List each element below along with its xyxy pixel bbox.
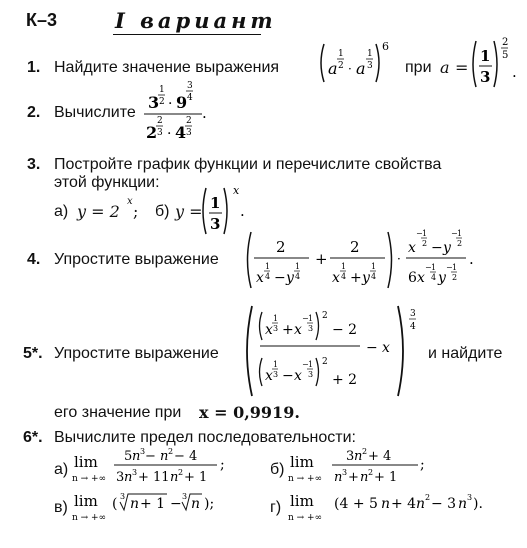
svg-text:5: 5 bbox=[502, 50, 509, 61]
task-5-text: Упростите выражение bbox=[54, 345, 219, 362]
svg-text:(4 + 5: (4 + 5 bbox=[334, 496, 378, 512]
svg-text:n → +∞: n → +∞ bbox=[72, 474, 107, 484]
svg-text:2: 2 bbox=[322, 311, 328, 321]
task-6v-limit bbox=[72, 488, 242, 532]
svg-text:·: · bbox=[167, 126, 172, 142]
task-6b-limit bbox=[288, 445, 428, 493]
svg-text:2: 2 bbox=[178, 468, 184, 477]
task-3-b-fraction-graphic bbox=[200, 184, 250, 238]
svg-text:x: x bbox=[294, 322, 302, 338]
svg-text:4: 4 bbox=[295, 272, 301, 281]
svg-text:3: 3 bbox=[273, 370, 279, 379]
svg-text:1: 1 bbox=[210, 194, 221, 212]
task-4-text: Упростите выражение bbox=[54, 251, 219, 268]
svg-text:3: 3 bbox=[308, 370, 314, 379]
svg-text:a: a bbox=[356, 59, 366, 78]
svg-text:).: ). bbox=[473, 496, 483, 512]
task-5-expression bbox=[242, 304, 422, 402]
task-1-text: Найдите значение выражения bbox=[54, 59, 280, 76]
task-4-expression bbox=[244, 228, 484, 296]
svg-text:2: 2 bbox=[422, 239, 428, 248]
task-2-number: 2. bbox=[27, 104, 41, 121]
svg-text:−: − bbox=[302, 360, 309, 369]
task-5-x-value: x = 0,9919. bbox=[199, 403, 300, 422]
svg-text:.: . bbox=[512, 63, 517, 81]
svg-text:−: − bbox=[302, 314, 309, 323]
task-6a-label: а) bbox=[54, 461, 69, 478]
task-1-expression bbox=[318, 40, 400, 84]
svg-text:−: − bbox=[366, 340, 378, 356]
svg-text:6: 6 bbox=[382, 40, 389, 53]
svg-text:2: 2 bbox=[425, 493, 431, 502]
svg-text:3: 3 bbox=[182, 492, 188, 501]
task-1-a-value-graphic bbox=[470, 33, 524, 91]
svg-text:3: 3 bbox=[467, 493, 473, 502]
task-6g-limit-graphic bbox=[288, 488, 508, 528]
svg-text:2: 2 bbox=[362, 447, 368, 456]
task-6-text: Вычислите предел последовательности: bbox=[54, 429, 356, 446]
svg-text:2: 2 bbox=[502, 37, 509, 48]
svg-text:1: 1 bbox=[457, 229, 463, 238]
svg-text:4: 4 bbox=[341, 272, 347, 281]
svg-text:n: n bbox=[354, 449, 363, 464]
variant-underline bbox=[113, 34, 261, 35]
task-3-line1: Постройте график функции и перечислите свойства bbox=[54, 156, 442, 173]
svg-text:x: x bbox=[382, 340, 390, 356]
svg-text:n → +∞: n → +∞ bbox=[288, 474, 323, 484]
svg-text:3: 3 bbox=[140, 447, 146, 456]
svg-text:3: 3 bbox=[410, 309, 416, 319]
task-5-number: 5*. bbox=[23, 345, 43, 362]
svg-text:+: + bbox=[350, 270, 362, 286]
svg-text:+ 2: + 2 bbox=[332, 372, 358, 388]
task-1-a-value bbox=[470, 33, 524, 95]
task-3-b-expr: y = bbox=[175, 202, 203, 221]
task-3-line2: этой функции: bbox=[54, 174, 160, 191]
svg-text:n → +∞: n → +∞ bbox=[72, 513, 107, 523]
task-3-number: 3. bbox=[27, 156, 41, 173]
svg-text:3: 3 bbox=[187, 81, 193, 91]
svg-text:−: − bbox=[425, 263, 432, 272]
svg-text:3: 3 bbox=[273, 324, 279, 333]
svg-text:n: n bbox=[124, 470, 133, 485]
svg-text:y: y bbox=[362, 270, 370, 286]
svg-text:x: x bbox=[256, 270, 264, 286]
task-3-a-expr: y = 2 bbox=[77, 202, 120, 221]
svg-text:6: 6 bbox=[408, 270, 417, 286]
svg-text:−: − bbox=[282, 368, 294, 384]
task-6g-limit bbox=[288, 488, 508, 532]
svg-text:1: 1 bbox=[273, 360, 279, 369]
task-5-text2: и найдите bbox=[428, 345, 503, 362]
variant-title: I вариант bbox=[115, 8, 277, 33]
svg-text:2: 2 bbox=[146, 123, 158, 142]
svg-text:2: 2 bbox=[322, 357, 328, 367]
svg-text:.: . bbox=[240, 202, 245, 220]
svg-text:4: 4 bbox=[410, 322, 416, 332]
svg-text:9: 9 bbox=[176, 93, 188, 112]
task-6-number: 6*. bbox=[23, 429, 43, 446]
svg-text:1: 1 bbox=[480, 47, 491, 65]
svg-text:−: − bbox=[431, 240, 443, 256]
svg-text:3: 3 bbox=[367, 61, 373, 71]
svg-text:n: n bbox=[132, 449, 141, 464]
task-6b-limit-graphic bbox=[288, 445, 428, 489]
svg-text:x: x bbox=[233, 184, 240, 197]
svg-text:− 4: − 4 bbox=[174, 449, 198, 464]
svg-text:y: y bbox=[286, 270, 294, 286]
svg-text:+ 1: + 1 bbox=[184, 470, 208, 485]
svg-text:n: n bbox=[360, 470, 369, 485]
svg-text:3: 3 bbox=[342, 468, 348, 477]
svg-text:·: · bbox=[168, 96, 173, 112]
task-5-line2: его значение при bbox=[54, 404, 182, 421]
task-3-a-exponent: x bbox=[127, 196, 133, 207]
svg-text:3: 3 bbox=[346, 449, 355, 464]
svg-text:+ 1: + 1 bbox=[374, 470, 398, 485]
svg-text:(: ( bbox=[112, 496, 118, 512]
svg-text:4: 4 bbox=[431, 273, 437, 282]
svg-text:+ 11: + 11 bbox=[138, 470, 170, 485]
svg-text:2: 2 bbox=[168, 447, 174, 456]
task-3-b-fraction bbox=[200, 184, 250, 242]
task-3-b-label: б) bbox=[155, 203, 170, 220]
svg-text:+ 1: + 1 bbox=[140, 496, 166, 512]
svg-text:2: 2 bbox=[338, 61, 344, 71]
svg-text:n: n bbox=[381, 496, 391, 512]
svg-text:y: y bbox=[438, 270, 446, 286]
task-1-a-var: a bbox=[440, 58, 450, 77]
task-2-text: Вычислите bbox=[54, 104, 136, 121]
svg-text:+ 4: + 4 bbox=[368, 449, 392, 464]
task-1-eq: = bbox=[455, 58, 469, 77]
task-5-formula-graphic bbox=[242, 304, 422, 398]
svg-text:x: x bbox=[408, 240, 416, 256]
svg-text:lim: lim bbox=[74, 492, 98, 510]
svg-text:2: 2 bbox=[368, 468, 374, 477]
svg-text:3: 3 bbox=[157, 128, 163, 138]
svg-text:− 2: − 2 bbox=[332, 322, 358, 338]
svg-text:1: 1 bbox=[308, 360, 314, 369]
task-1-pri: при bbox=[405, 59, 432, 76]
svg-text:−: − bbox=[274, 270, 286, 286]
svg-text:2: 2 bbox=[186, 116, 192, 126]
svg-text:n: n bbox=[170, 470, 179, 485]
svg-text:2: 2 bbox=[452, 273, 458, 282]
svg-text:+: + bbox=[315, 250, 328, 268]
svg-text:·: · bbox=[348, 62, 352, 76]
svg-text:;: ; bbox=[420, 457, 425, 473]
svg-text:2: 2 bbox=[457, 239, 463, 248]
svg-text:lim: lim bbox=[290, 453, 314, 471]
svg-text:− 3: − 3 bbox=[431, 496, 457, 512]
task-6g-label: г) bbox=[270, 499, 282, 516]
svg-text:−: − bbox=[416, 229, 423, 238]
svg-text:4: 4 bbox=[371, 272, 377, 281]
svg-text:+: + bbox=[348, 470, 359, 485]
svg-text:.: . bbox=[469, 250, 474, 268]
svg-text:−: − bbox=[170, 496, 182, 512]
svg-text:x: x bbox=[294, 368, 302, 384]
svg-text:+ 4: + 4 bbox=[391, 496, 417, 512]
svg-text:);: ); bbox=[204, 496, 215, 512]
svg-text:1: 1 bbox=[295, 262, 301, 271]
svg-text:·: · bbox=[397, 252, 401, 266]
svg-text:a: a bbox=[328, 59, 338, 78]
svg-text:1: 1 bbox=[338, 49, 344, 59]
svg-text:3: 3 bbox=[186, 128, 192, 138]
svg-text:4: 4 bbox=[187, 93, 193, 103]
svg-text:2: 2 bbox=[350, 238, 360, 256]
svg-text:n: n bbox=[130, 496, 140, 512]
task-1-formula-graphic bbox=[318, 40, 400, 86]
task-2-fraction-graphic bbox=[142, 78, 222, 148]
svg-text:3: 3 bbox=[132, 468, 138, 477]
svg-text:3: 3 bbox=[148, 93, 160, 112]
svg-text:n: n bbox=[191, 496, 201, 512]
task-6v-limit-graphic bbox=[72, 488, 242, 528]
task-3-a-semicolon: ; bbox=[133, 202, 139, 221]
svg-text:3: 3 bbox=[120, 492, 126, 501]
svg-text:−: − bbox=[446, 263, 453, 272]
task-6b-label: б) bbox=[270, 461, 285, 478]
task-6a-limit bbox=[72, 445, 232, 493]
svg-text:1: 1 bbox=[273, 314, 279, 323]
svg-text:n: n bbox=[160, 449, 169, 464]
svg-text:.: . bbox=[202, 104, 207, 122]
svg-text:lim: lim bbox=[290, 492, 314, 510]
svg-text:x: x bbox=[332, 270, 340, 286]
svg-text:lim: lim bbox=[74, 453, 98, 471]
task-1-number: 1. bbox=[27, 59, 41, 76]
svg-text:;: ; bbox=[220, 457, 225, 473]
svg-text:2: 2 bbox=[159, 97, 165, 107]
svg-text:1: 1 bbox=[159, 85, 165, 95]
task-4-formula-graphic bbox=[244, 228, 484, 292]
svg-text:5: 5 bbox=[124, 449, 133, 464]
svg-text:3: 3 bbox=[210, 215, 221, 233]
svg-text:n: n bbox=[458, 496, 468, 512]
svg-text:−: − bbox=[451, 229, 458, 238]
task-6a-limit-graphic bbox=[72, 445, 232, 489]
svg-text:1: 1 bbox=[265, 262, 271, 271]
svg-text:1: 1 bbox=[371, 262, 377, 271]
svg-text:3: 3 bbox=[480, 68, 491, 86]
svg-text:4: 4 bbox=[175, 123, 187, 142]
svg-text:2: 2 bbox=[157, 116, 163, 126]
svg-text:1: 1 bbox=[367, 49, 373, 59]
svg-text:+: + bbox=[282, 322, 294, 338]
svg-text:1: 1 bbox=[341, 262, 347, 271]
svg-text:3: 3 bbox=[308, 324, 314, 333]
svg-text:−: − bbox=[145, 449, 156, 464]
svg-text:n: n bbox=[334, 470, 343, 485]
svg-text:y: y bbox=[443, 240, 451, 256]
svg-text:1: 1 bbox=[308, 314, 314, 323]
svg-text:4: 4 bbox=[265, 272, 271, 281]
svg-text:1: 1 bbox=[431, 263, 437, 272]
svg-text:1: 1 bbox=[452, 263, 458, 272]
svg-text:x: x bbox=[265, 322, 273, 338]
task-6v-label: в) bbox=[54, 499, 68, 516]
svg-text:3: 3 bbox=[116, 470, 125, 485]
task-4-number: 4. bbox=[27, 251, 41, 268]
svg-text:n: n bbox=[416, 496, 426, 512]
page-code: К–3 bbox=[26, 10, 58, 30]
svg-text:x: x bbox=[265, 368, 273, 384]
svg-text:n → +∞: n → +∞ bbox=[288, 513, 323, 523]
task-3-a-label: а) bbox=[54, 203, 69, 220]
svg-text:1: 1 bbox=[422, 229, 428, 238]
task-2-fraction bbox=[142, 78, 222, 152]
svg-text:x: x bbox=[417, 270, 425, 286]
svg-text:2: 2 bbox=[276, 238, 286, 256]
